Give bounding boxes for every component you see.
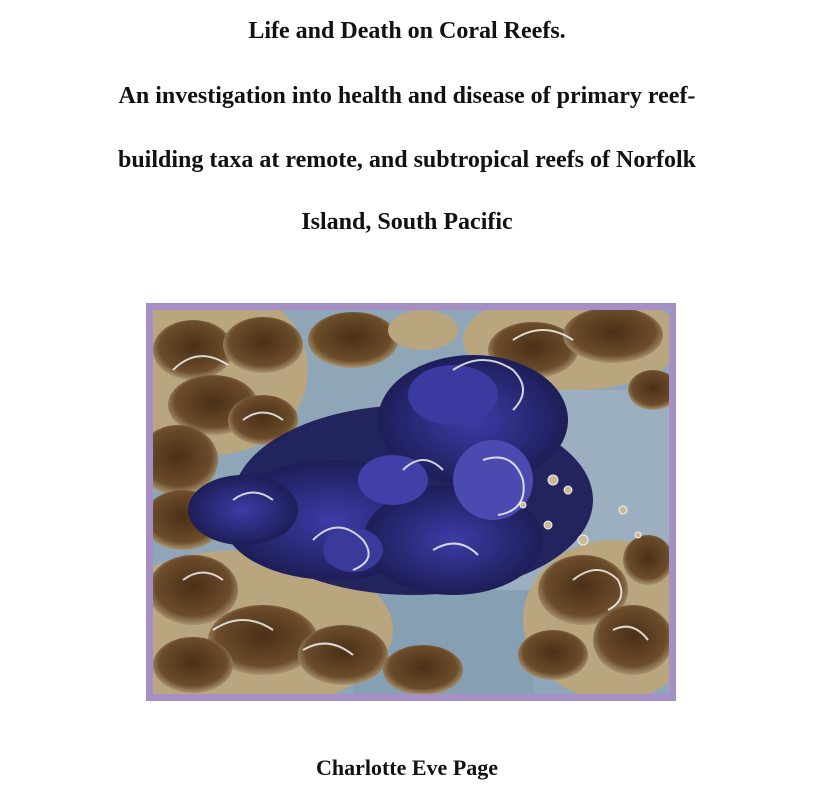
coral-reef-painting <box>153 310 669 694</box>
title-line-4: Island, South Pacific <box>301 209 513 235</box>
author-name: Charlotte Eve Page <box>315 755 499 780</box>
title-line-2: An investigation into health and disease of primary reef- <box>118 83 696 109</box>
cover-artwork-frame <box>146 303 676 701</box>
title-line-1: Life and Death on Coral Reefs. <box>248 18 566 44</box>
title-line-3: building taxa at remote, and subtropical reefs of Norfolk <box>117 147 696 173</box>
